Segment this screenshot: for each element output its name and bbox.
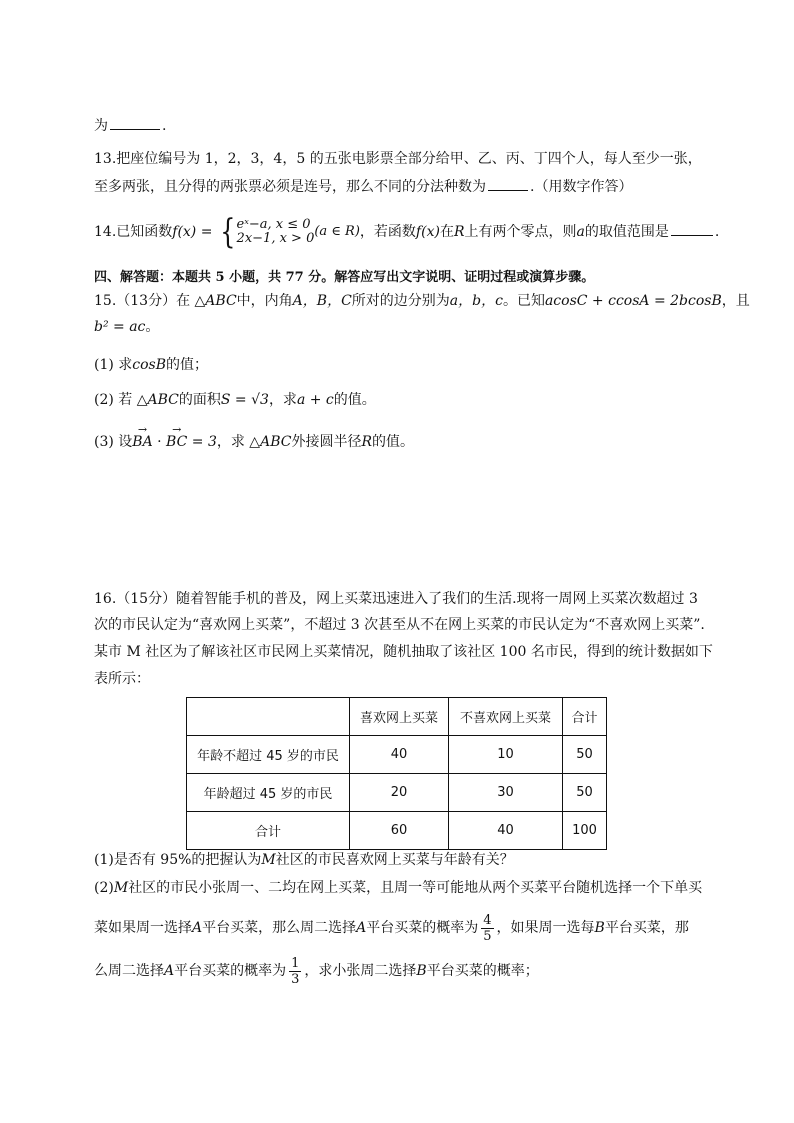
table-cell: 40 [350, 736, 449, 774]
table-cell: 20 [350, 774, 449, 812]
q15-equation-2: b² = ac [94, 319, 146, 335]
q14-a: a [576, 224, 585, 240]
table-cell: 10 [449, 736, 563, 774]
q16-p2-a3: A [164, 963, 175, 979]
table-header-row [187, 698, 607, 736]
q15-p2-abc: ABC [147, 392, 179, 408]
q15-p2-a: (2) 若 △ [94, 392, 148, 408]
q16-line-3: 某市 M 社区为了解该社区市民网上买菜情况，随机抽取了该社区 100 名市民，得到的统计数据如下 [94, 644, 713, 660]
q15-p3-e: 的值。 [372, 434, 414, 450]
q13-answer-blank[interactable] [488, 176, 528, 191]
q16-part-2-line-1 [94, 878, 702, 898]
table-cell: 年龄超过 45 岁的市民 [187, 774, 350, 812]
q16-p2-j: ，求小张周二选择 [304, 963, 417, 979]
q15-head: 15.（13分）在 △ [94, 293, 206, 309]
q15-angles: A，B，C [292, 293, 352, 309]
q14-R: R [453, 224, 465, 240]
q14-mid-1: ，若函数 [359, 224, 416, 240]
q14-line: 14.已知函数f(x) = { eˣ−a, x ≤ 0 2x−1, x > 0 (a ∈ R) ，若函数f(x)在R上有两个零点，则a的取值范围是 . [94, 212, 720, 252]
vector-arrow-icon: → [137, 423, 148, 436]
fraction-numerator: 4 [483, 912, 492, 928]
q16-part-2-line-3 [94, 955, 539, 987]
q14-mid-3: 上有两个零点，则 [464, 224, 577, 240]
q15-vector-ba [132, 423, 153, 452]
q16-part-2-line-2 [94, 912, 689, 944]
q14-mid-2: 在 [439, 224, 454, 240]
q15-p3-d: 外接圆半径 [291, 434, 362, 450]
q15-part-2 [94, 390, 376, 410]
q16-p2-m: M [113, 880, 129, 896]
table-cell: 60 [350, 812, 449, 850]
q15-equation: acosC + ccosA = 2bcosB [544, 293, 722, 309]
q12-answer-blank[interactable] [110, 115, 160, 130]
q16-p1-m: M [261, 852, 276, 868]
q15-t2: 所对的边分别为 [351, 293, 450, 309]
q15-p2-e: ，求 [268, 392, 297, 408]
q14-condition: (a ∈ R) [314, 224, 360, 239]
q16-p2-b: 社区的市民小张周一、二均在网上买菜，且周一等可能地从两个买菜平台随机选择一个下单买 [128, 880, 703, 896]
q15-p2-sum: a + c [296, 392, 334, 408]
fraction-4-5 [481, 913, 493, 944]
q14-piecewise [217, 212, 360, 252]
table-row [187, 774, 607, 812]
q14-case-2: 2x−1, x > 0 [236, 231, 315, 246]
statistics-table [186, 697, 607, 850]
q16-p2-e: 平台买菜的概率为 [366, 920, 479, 936]
q15-p3-r: R [361, 434, 372, 450]
q16-p1-b: 社区的市民喜欢网上买菜与年龄有关？ [275, 852, 514, 868]
q16-p2-g: 平台买菜，那 [604, 920, 689, 936]
vector-arrow-icon: → [172, 423, 182, 436]
q15-p2-c: 的面积 [178, 392, 221, 408]
q15-p1-cosb: cosB [132, 357, 167, 373]
q16-p2-f: ，如果周一选每 [496, 920, 595, 936]
table-header-cell: 喜欢网上买菜 [350, 698, 449, 736]
q14-fx: f(x) = [172, 224, 213, 240]
q16-p2-k: 平台买菜的概率； [426, 963, 539, 979]
q15-p1-c: 的值； [166, 357, 209, 373]
q16-p2-c: 菜如果周一选择 [94, 920, 192, 936]
table-cell: 50 [563, 774, 607, 812]
q15-vector-bc [166, 423, 188, 452]
q12-tail-text: 为 [94, 118, 108, 134]
q13-line-2-text: 至多两张，且分得的两张票必须是连号，那么不同的分法种数为 [94, 179, 486, 195]
q15-part-1 [94, 355, 208, 375]
q15-t1: 中，内角 [236, 293, 293, 309]
fraction-numerator: 1 [291, 955, 300, 971]
q15-p3-a: (3) 设 [94, 434, 133, 450]
table-row [187, 736, 607, 774]
q15-t3: 。已知 [502, 293, 545, 309]
q16-p2-a1: A [192, 920, 203, 936]
fraction-1-3 [289, 956, 301, 987]
q15-p2-area: S = √3 [220, 392, 269, 408]
q14-case-1: eˣ−a, x ≤ 0 [236, 217, 311, 232]
q15-p3-abc: ABC [260, 434, 292, 450]
q13-line-2 [94, 176, 632, 197]
q15-vector-ba-label: BA [132, 434, 153, 450]
fraction-denominator: 3 [291, 971, 300, 987]
table-header-cell: 不喜欢网上买菜 [449, 698, 563, 736]
q12-tail-line: 为 . [94, 115, 166, 136]
q15-t4: ，且 [721, 293, 750, 309]
q16-line-2: 次的市民认定为“喜欢网上买菜”，不超过 3 次甚至从不在网上买菜的市民认定为“不喜欢网上买菜”. [94, 617, 705, 633]
q15-p1-a: (1) 求 [94, 357, 133, 373]
table-cell: 30 [449, 774, 563, 812]
q15-line-2 [94, 317, 159, 337]
table-cell: 年龄不超过 45 岁的市民 [187, 736, 350, 774]
q16-p2-h: 么周二选择 [94, 963, 164, 979]
table-cell: 50 [563, 736, 607, 774]
q15-p3-b: ，求 △ [216, 434, 261, 450]
q16-p2-i: 平台买菜的概率为 [174, 963, 287, 979]
table-header-cell: 合计 [563, 698, 607, 736]
q14-brace: { [220, 212, 236, 252]
q16-p2-d: 平台买菜，那么周二选择 [202, 920, 357, 936]
q15-part-3 [94, 423, 414, 452]
table-row [187, 812, 607, 850]
q15-p3-eq: = 3 [191, 434, 217, 450]
q16-part-1 [94, 850, 514, 870]
q16-p1-a: (1)是否有 95%的把握认为 [94, 852, 262, 868]
table-cell: 40 [449, 812, 563, 850]
section-4-heading: 四、解答题：本题共 5 小题，共 77 分。解答应写出文字说明、证明过程或演算步骤。 [94, 270, 595, 285]
q15-p2-g: 的值。 [333, 392, 376, 408]
q16-line-4: 表所示： [94, 671, 150, 687]
q15-sides: a，b，c [449, 293, 503, 309]
q14-answer-blank[interactable] [671, 221, 713, 236]
q16-p2-a2: A [356, 920, 367, 936]
table-cell: 100 [563, 812, 607, 850]
q14-suffix: 的取值范围是 [584, 224, 669, 240]
q16-p2-b1: B [594, 920, 605, 936]
q14-fx-2: f(x) [415, 224, 440, 240]
q15-vector-bc-label: BC [166, 434, 188, 450]
table-cell: 合计 [187, 812, 350, 850]
q14-prefix: 14.已知函数 [94, 224, 173, 240]
q13-line-1: 13.把座位编号为 1，2，3，4，5 的五张电影票全部分给甲、乙、丙、丁四个人，每人至少一张， [94, 151, 702, 167]
q15-t5: 。 [145, 319, 160, 335]
q14-cases [237, 218, 315, 246]
q16-p2-b2: B [416, 963, 427, 979]
q15-line-1 [94, 291, 750, 311]
q13-line-2-tail: .（用数字作答） [530, 179, 633, 195]
q15-abc: ABC [205, 293, 237, 309]
q15-dot: · [157, 434, 162, 450]
q16-p2-a: (2) [94, 880, 114, 896]
q16-line-1: 16.（15分）随着智能手机的普及，网上买菜迅速进入了我们的生活.现将一周网上买菜次数超过 3 [94, 591, 698, 607]
table-header-cell [187, 698, 350, 736]
fraction-denominator: 5 [483, 928, 492, 944]
